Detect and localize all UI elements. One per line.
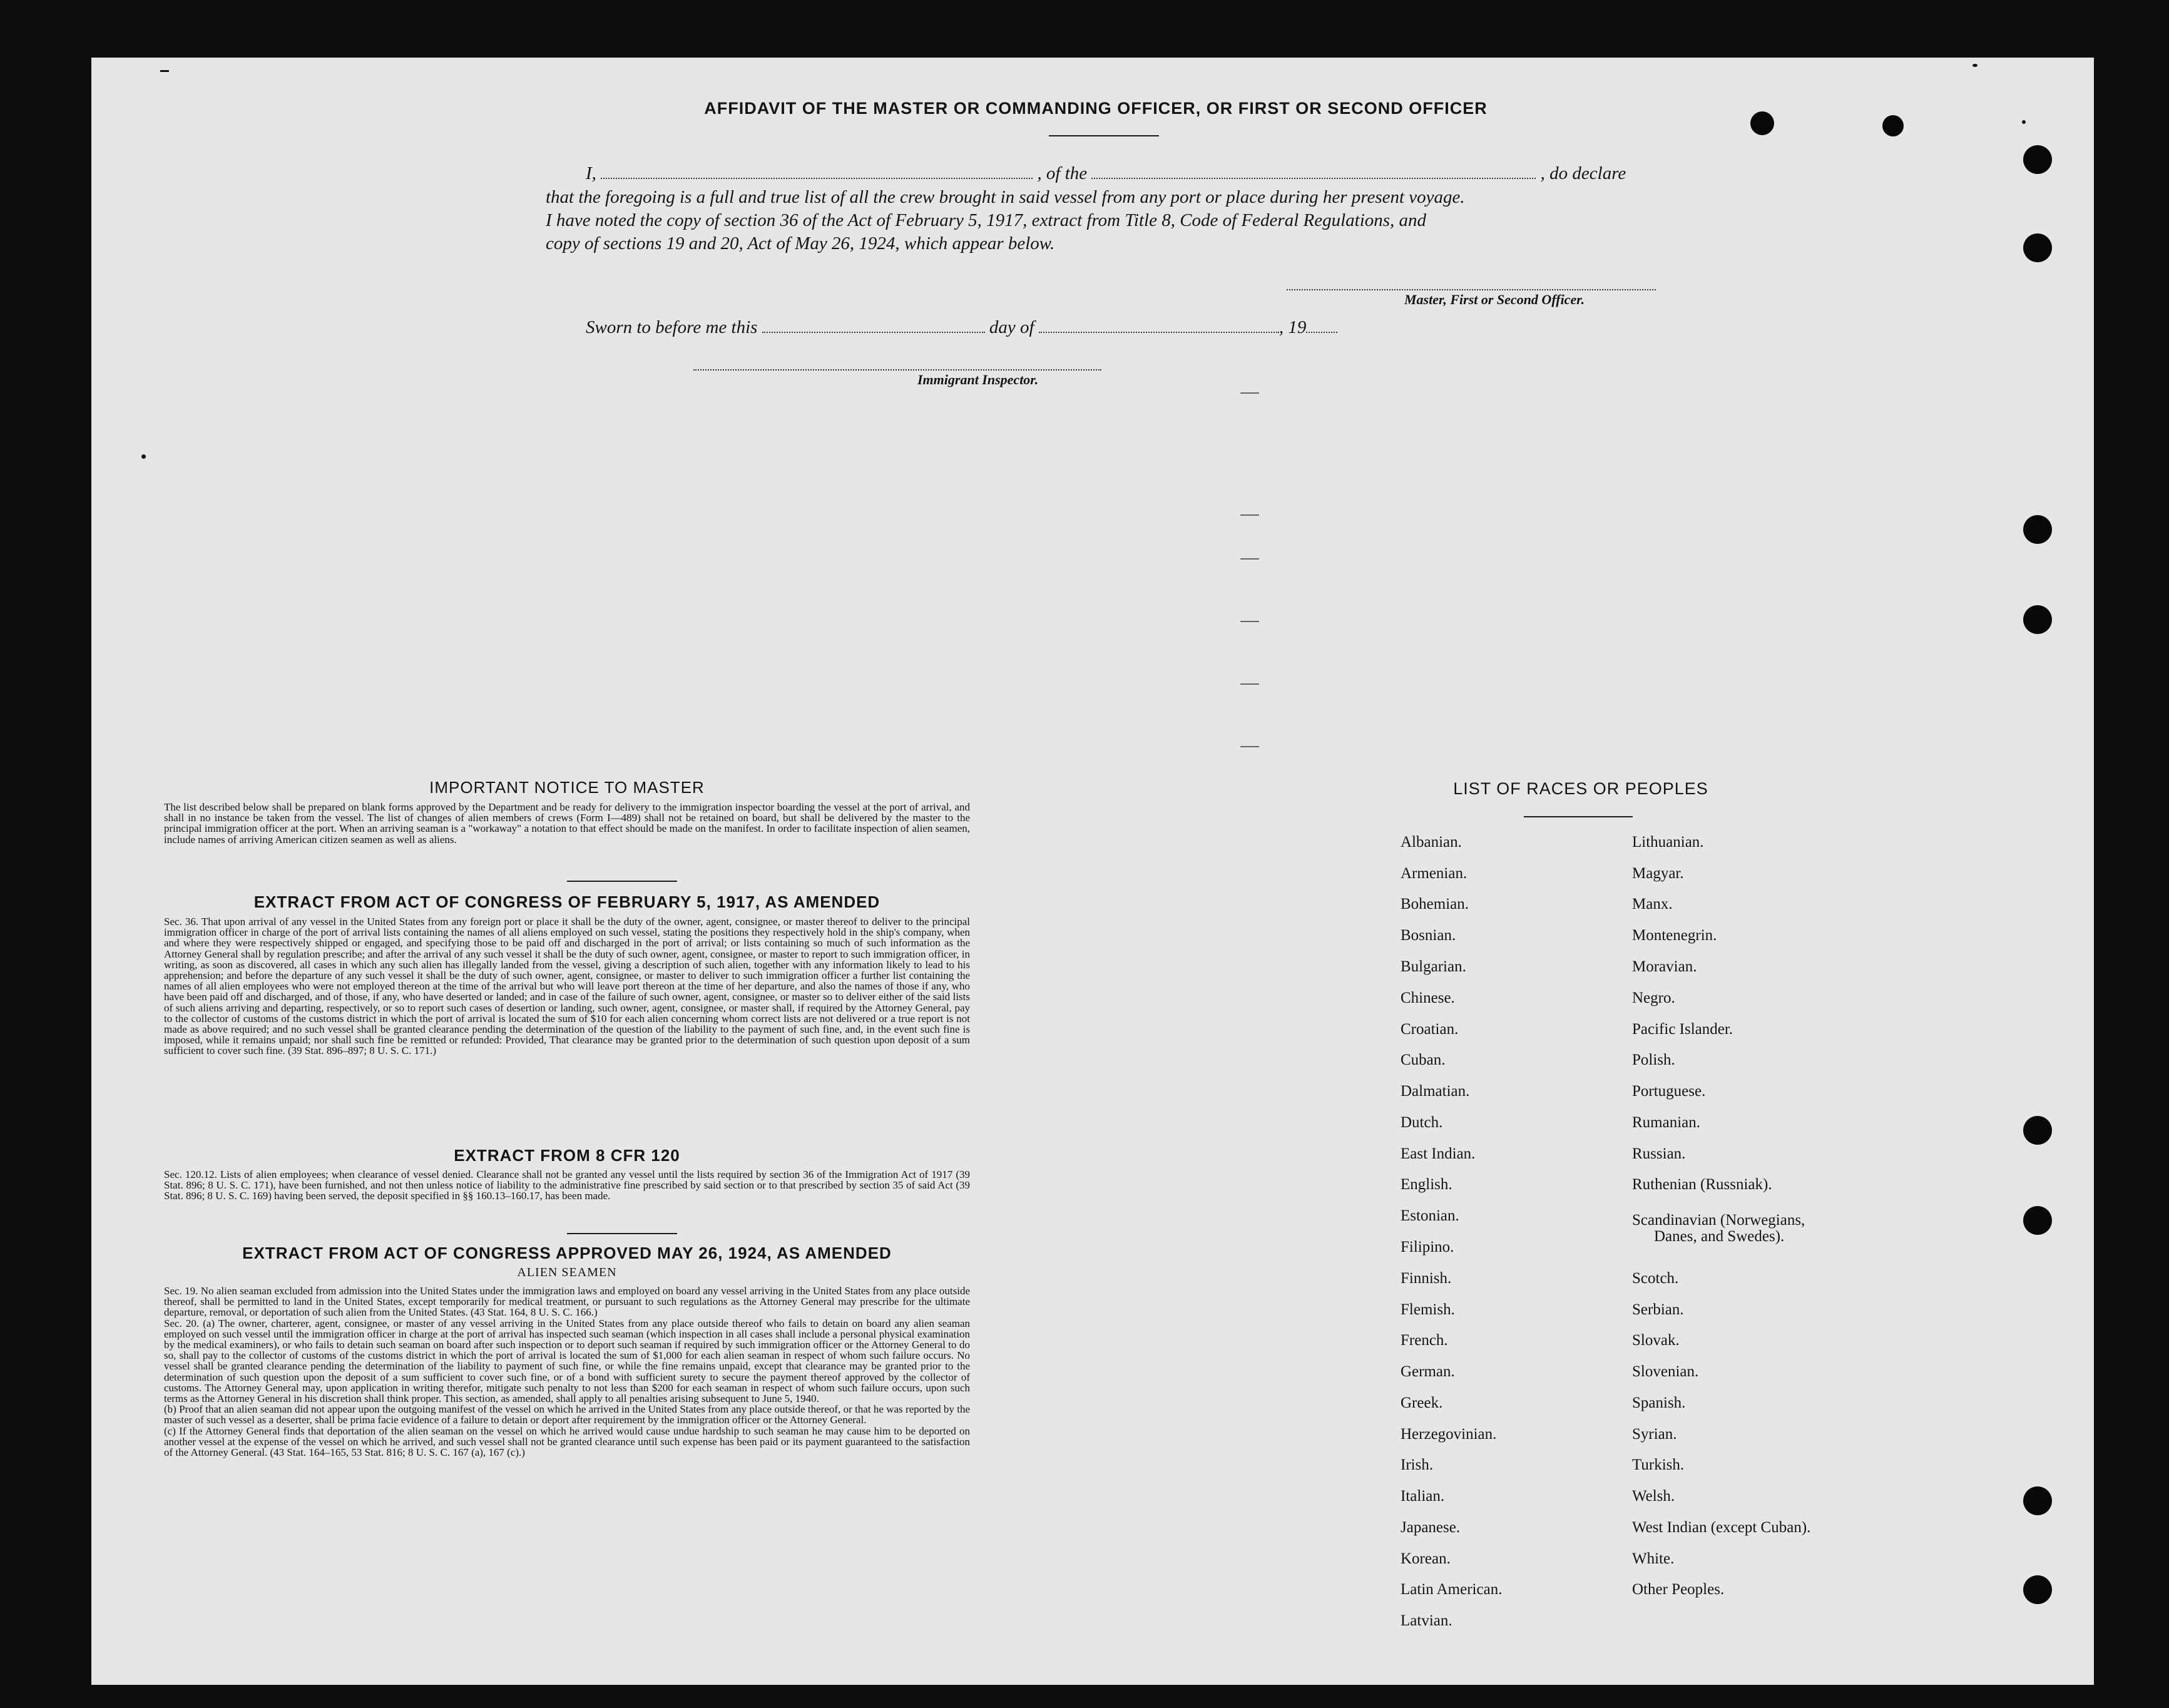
race-item: Slovenian. — [1632, 1363, 1699, 1380]
race-item: Bohemian. — [1401, 896, 1469, 913]
race-item: Lithuanian. — [1632, 834, 1704, 851]
race-item: Greek. — [1401, 1394, 1443, 1411]
section-20c-text: (c) If the Attorney General finds that deportation of the alien seaman on the vessel on which he arrived would cause undue hardship to such seaman he may cause him to be deported on another vessel at the expense of the vessel on which he arrived, and such vessel shall not be granted clearance until such expense has been paid or its payment guaranteed to the satisfaction of the Attorney General. (43 Stat. 164–165, 53 Stat. 816; 8 U. S. C. 167 (a), 167 (c).) — [164, 1424, 970, 1459]
race-item: Bosnian. — [1401, 927, 1456, 944]
race-item: Latin American. — [1401, 1581, 1503, 1598]
punch-hole — [2023, 515, 2052, 544]
sworn-year-field[interactable] — [1306, 319, 1337, 333]
declarant-prefix: I, — [586, 163, 596, 183]
race-item: Cuban. — [1401, 1051, 1446, 1068]
speck — [2022, 120, 2026, 124]
section-20a-text: Sec. 20. (a) The owner, charterer, agent, consignee, or master of any vessel arriving in the United States from any place outside thereof who fails to detain on board any alien seaman employed on such vessel until the immigration officer in charge at the port of arrival has inspected such seaman (which inspection in all cases shall include a personal physical examination by the medical examiners), or who fails to detain such seaman on board after such inspection or to deport such seaman if required by such immigration officer or the Attorney General to do so, shall pay to the collector of customs of the customs district in which the port of arrival is located the sum of $1,000 for each alien seaman in respect of whom such failure occurs. No vessel shall be granted clearance pending the determination of the liability to payment of such fine, or while the fine remains unpaid, except that clearance may be granted prior to the determination of such question upon the deposit of a sum sufficient to cover such fine, or of a bond with sufficient surety to secure the payment thereof approved by the collector of customs. The Attorney General may, upon application in writing therefor, mitigate such penalty to not less than $200 for each seaman in respect of whom such failure occurs, upon such terms as the Attorney General in his discretion shall think proper. This section, as amended, shall apply to all penalties arising subsequent to June 5, 1940. — [164, 1317, 970, 1405]
race-item: Scotch. — [1632, 1270, 1679, 1287]
race-item: Dalmatian. — [1401, 1083, 1470, 1100]
declarant-name-field[interactable] — [601, 165, 1033, 179]
notice-title: IMPORTANT NOTICE TO MASTER — [429, 778, 705, 797]
punch-hole — [2023, 233, 2052, 262]
race-item: Estonian. — [1401, 1207, 1459, 1224]
day-of-label: day of — [989, 317, 1034, 337]
sworn-line — [586, 315, 1337, 339]
race-item: Herzegovinian. — [1401, 1426, 1497, 1443]
section-19-text: Sec. 19. No alien seaman excluded from admission into the United States under the immigration laws and employed on board any vessel arriving in the United States from any place outside thereof, shall be permitted to land in the United States, except temporarily for medical treatment, or pursuant to such regulations as the Attorney General may prescribe for the ultimate departure, removal, or deportation of such alien from the United States. (43 Stat. 164, 8 U. S. C. 166.) — [164, 1285, 970, 1319]
punch-hole — [2023, 1206, 2052, 1235]
race-item: Scandinavian (Norwegians, — [1632, 1212, 1805, 1229]
race-item: Flemish. — [1401, 1301, 1455, 1318]
punch-hole — [1750, 111, 1774, 135]
year-label: , 19 — [1278, 317, 1307, 337]
race-item: Italian. — [1401, 1488, 1445, 1505]
race-item: Armenian. — [1401, 865, 1467, 882]
divider — [1524, 816, 1633, 817]
sworn-prefix: Sworn to before me this — [586, 317, 758, 337]
race-item: Welsh. — [1632, 1488, 1675, 1505]
race-item: Korean. — [1401, 1550, 1451, 1567]
speck — [141, 454, 146, 459]
extract-1924-title: EXTRACT FROM ACT OF CONGRESS APPROVED MAY 26, 1924, AS AMENDED — [242, 1244, 892, 1262]
do-declare-label: , do declare — [1540, 163, 1626, 183]
race-item: German. — [1401, 1363, 1455, 1380]
race-item: Portuguese. — [1632, 1083, 1706, 1100]
master-signature-field[interactable] — [1287, 285, 1656, 290]
race-item: Negro. — [1632, 990, 1675, 1006]
punch-hole — [1882, 115, 1904, 136]
fold-mark — [1240, 514, 1259, 516]
race-item: East Indian. — [1401, 1145, 1476, 1162]
race-item: Syrian. — [1632, 1426, 1677, 1443]
fold-mark — [1240, 746, 1259, 747]
race-item: White. — [1632, 1550, 1675, 1567]
fold-mark — [1240, 558, 1259, 560]
race-item: Irish. — [1401, 1456, 1434, 1473]
race-item: Turkish. — [1632, 1456, 1685, 1473]
race-item: Polish. — [1632, 1051, 1675, 1068]
extract-cfr-title: EXTRACT FROM 8 CFR 120 — [454, 1146, 680, 1165]
punch-hole — [2023, 1116, 2052, 1145]
race-item: Dutch. — [1401, 1114, 1443, 1131]
race-item: Filipino. — [1401, 1239, 1454, 1255]
fold-mark — [1240, 392, 1259, 394]
race-item: Bulgarian. — [1401, 958, 1466, 975]
race-item: Chinese. — [1401, 990, 1455, 1006]
fold-mark — [1240, 683, 1259, 685]
race-item: Other Peoples. — [1632, 1581, 1725, 1598]
punch-hole — [2023, 1575, 2052, 1604]
punch-hole — [2023, 1486, 2052, 1515]
race-item: Japanese. — [1401, 1519, 1461, 1536]
punch-hole — [2023, 605, 2052, 634]
race-item: Pacific Islander. — [1632, 1021, 1733, 1038]
race-item: Manx. — [1632, 896, 1673, 913]
declaration-line-1 — [586, 161, 1626, 185]
race-item: Russian. — [1632, 1145, 1686, 1162]
sworn-day-field[interactable] — [762, 319, 985, 333]
document-sheet — [91, 58, 2094, 1685]
section-20b-text: (b) Proof that an alien seaman did not appear upon the outgoing manifest of the vessel on which he arrived in the United States from any place outside thereof, or that he was reported by the master of such vessel as a deserter, shall be prima facie evidence of a failure to detain or deport after requirement by the immigration officer or the Attorney General. — [164, 1403, 970, 1426]
inspector-label: Immigrant Inspector. — [917, 372, 1039, 387]
race-item: West Indian (except Cuban). — [1632, 1519, 1811, 1536]
of-the-label: , of the — [1037, 163, 1088, 183]
race-item: Rumanian. — [1632, 1114, 1701, 1131]
races-title: LIST OF RACES OR PEOPLES — [1453, 779, 1708, 798]
race-item: Moravian. — [1632, 958, 1697, 975]
alien-seamen-subtitle: ALIEN SEAMEN — [517, 1266, 617, 1279]
declaration-line-4: copy of sections 19 and 20, Act of May 26, 1924, which appear below. — [546, 233, 1055, 253]
extract-1924-text — [164, 1286, 970, 1458]
race-item: Albanian. — [1401, 834, 1462, 851]
extract-cfr-text: Sec. 120.12. Lists of alien employees; when clearance of vessel denied. Clearance shall not be granted any vessel until the lists required by section 36 of the Immigration Act of 1917 (39 Stat. 896; 8 U. S. C. 171), have been furnished, and not then unless notice of liability to the administrative fine prescribed by said section or to that prescribed by section 35 of said Act (39 Stat. 896; 8 U. S. C. 169) having been served, the deposit specified in §§ 160.13–160.17, has been made. — [164, 1168, 970, 1202]
race-item: Serbian. — [1632, 1301, 1684, 1318]
sworn-month-field[interactable] — [1039, 319, 1279, 333]
divider — [1049, 135, 1159, 136]
race-item: Spanish. — [1632, 1394, 1686, 1411]
declaration-line-3: I have noted the copy of section 36 of the Act of February 5, 1917, extract from Title 8, Code of Federal Regulations, and — [546, 210, 1427, 230]
divider — [567, 1233, 677, 1234]
race-item: Danes, and Swedes). — [1654, 1228, 1785, 1245]
fold-mark — [1240, 621, 1259, 622]
race-item: French. — [1401, 1332, 1448, 1349]
extract-1917-title: EXTRACT FROM ACT OF CONGRESS OF FEBRUARY 5, 1917, AS AMENDED — [253, 892, 880, 911]
inspector-signature-field[interactable] — [693, 366, 1101, 371]
race-item: Ruthenian (Russniak). — [1632, 1176, 1772, 1193]
divider — [567, 881, 677, 882]
race-item: Magyar. — [1632, 865, 1684, 882]
fold-mark — [160, 70, 169, 72]
race-item: Finnish. — [1401, 1270, 1452, 1287]
declaration-line-2: that the foregoing is a full and true list of all the crew brought in said vessel from any port or place during her present voyage. — [546, 187, 1465, 207]
race-item: Croatian. — [1401, 1021, 1459, 1038]
race-item: Montenegrin. — [1632, 927, 1717, 944]
notice-text: The list described below shall be prepared on blank forms approved by the Department and be ready for delivery to the immigration inspector boarding the vessel at the port of arrival, and shall in no instance be taken from the vessel. The list of changes of alien members of crews (Form I—489) shall not be retained on board, but shall be delivered by the master to the principal immigration officer at the port. When an arriving seaman is a "workaway" a notation to that effect should be made on the manifest. In order to facilitate inspection of alien seamen, include names of arriving American citizen seamen as well as aliens. — [164, 801, 970, 846]
race-item: Latvian. — [1401, 1612, 1452, 1629]
punch-hole — [2023, 145, 2052, 174]
race-item: English. — [1401, 1176, 1452, 1193]
speck — [1973, 64, 1978, 67]
master-signature-label: Master, First or Second Officer. — [1404, 292, 1585, 307]
race-item: Slovak. — [1632, 1332, 1680, 1349]
vessel-name-field[interactable] — [1091, 165, 1536, 179]
affidavit-title: AFFIDAVIT OF THE MASTER OR COMMANDING OFFICER, OR FIRST OR SECOND OFFICER — [704, 99, 1488, 118]
extract-1917-text: Sec. 36. That upon arrival of any vessel in the United States from any foreign port or place it shall be the duty of the owner, agent, consignee, or master thereof to deliver to the principal immigration officer in charge of the port of arrival lists containing the names of all aliens employed on such vessel, stating the positions they respectively hold in the ship's company, when and where they were respectively shipped or engaged, and specifying those to be paid off and discharged in the port of arrival; or lists containing so much of such information as the Attorney General shall by regulation prescribe; and after the arrival of any such vessel it shall be the duty of such owner, agent, consignee, or master to report to such immigration officer, in writing, as soon as discovered, all cases in which any such alien has illegally landed from the vessel, giving a description of such alien, together with any information likely to lead to his apprehension; and before the departure of any such vessel it shall be the duty of such owner, agent, consignee, or master to deliver to such immigration officer a further list containing the names of all alien employees who were not employed thereon at the time of the arrival but who will leave port thereon at the time of her departure, and also the names of those if any, who have been paid off and discharged, and of those, if any, who have deserted or landed; and in case of the failure of such owner, agent, consignee, or master so to deliver either of the said lists of such aliens arriving and departing, respectively, or so to report such cases of desertion or landing, such owner, agent, consignee, or master shall, if required by the Attorney General, pay to the collector of customs of the customs district in which the port of arrival is located the sum of $10 for each alien concerning whom correct lists are not delivered or a true report is not made as above required; and no such vessel shall be granted clearance pending the determination of the question of the liability to the payment of such fine, and, in the event such fine is imposed, while it remains unpaid; nor shall such fine be remitted or refunded: Provided, That clearance may be granted prior to the determination of such question upon deposit of a sum sufficient to cover such fine. (39 Stat. 896–897; 8 U. S. C. 171.) — [164, 916, 970, 1057]
